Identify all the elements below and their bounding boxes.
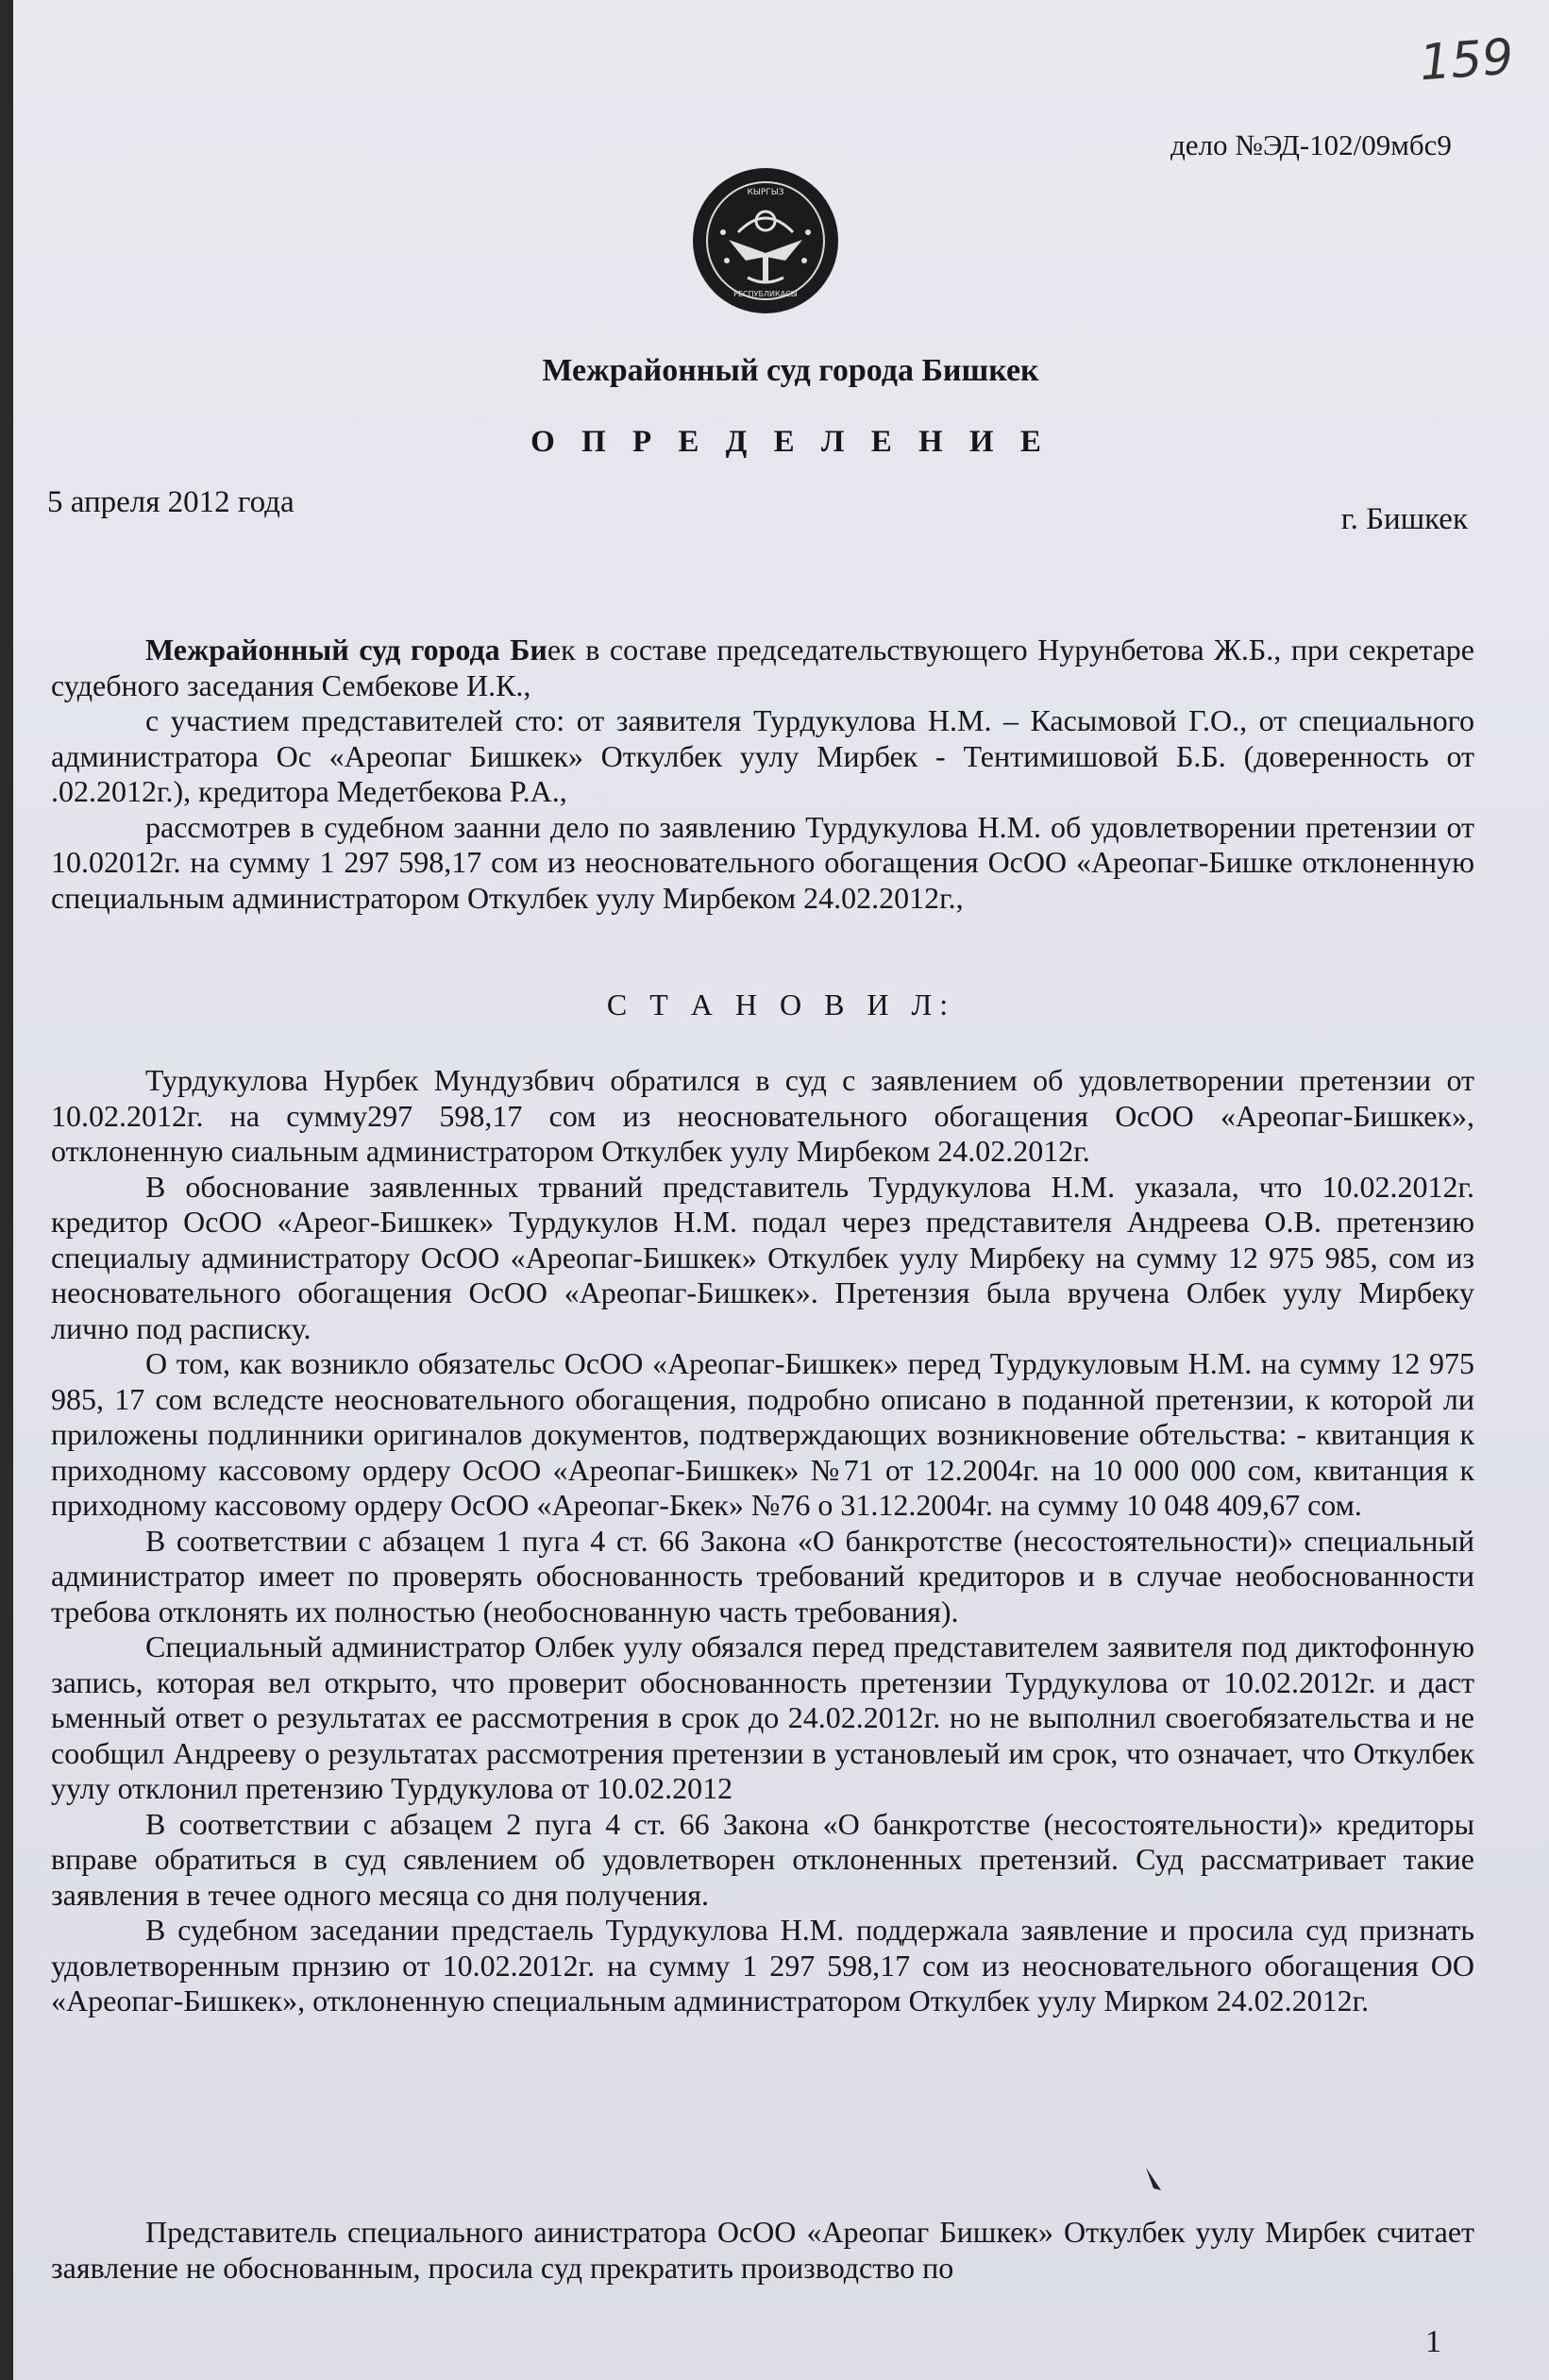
intro-section (51, 633, 1474, 916)
body-paragraph: В соответствии с абзацем 2 пуга 4 ст. 66 Закона «О банкротстве (несостоятельности)» кредиторы вправе обратиться в суд сявлением об удовлетворен отклоненных претензий. Суд рассматривает такие заявления в течее одного месяца со дня получения. (51, 1806, 1474, 1912)
intro-paragraph (51, 810, 1474, 917)
last-section (51, 2215, 1474, 2286)
body-paragraph: О том, как возникло обязательс ОсОО «Ареопаг-Бишкек» перед Турдукуловым Н.М. на сумму 12 975 985, 17 сом вследсте неосновательного обогащения, подробно описано в поданной претензии, к которой ли приложены подлинники оригиналов документов, подтверждающих возникновение обтельства: - квитанция к приходному кассовому ордеру ОсОО «Ареопаг-Бишкек» №71 от 12.2004г. на 10 000 000 сом, квитанция к приходному кассовому ордеру ОсОО «Ареопаг-Бкек» №76 о 31.12.2004г. на сумму 10 048 409,67 сом. (51, 1346, 1474, 1522)
body-paragraph: Представитель специального аинистратора ОсОО «Ареопаг Бишкек» Откулбек уулу Мирбек считает заявление не обоснованным, просила суд прекратить производство по (51, 2215, 1474, 2285)
intro-text: с участием представителей сто: от заявителя Турдукулова Н.М. – Касымовой Г.О., от специального администратора Ос «Ареопаг Бишкек» Откулбек уулу Мирбек - Тентимишовой Б.Б. (доверенность от .02.2012г.), кредитора Медетбекова Р.А., (51, 703, 1474, 808)
document-page (13, 0, 1549, 2380)
case-number: дело №ЭД-102/09мбс9 (1170, 128, 1452, 161)
intro-court-bold: Межрайонный суд города Би (145, 633, 547, 667)
body-paragraph: В соответствии с абзацем 1 пуга 4 ст. 66 Закона «О банкротстве (несостоятельности)» специальный администратор имеет по проверять обоснованность требований кредиторов и в случае необоснованности требова отклонять их полностью (необоснованную часть требования). (51, 1523, 1474, 1629)
intro-paragraph (51, 703, 1474, 810)
document-city: г. Бишкек (1340, 502, 1468, 536)
page-number: 1 (1425, 2324, 1441, 2359)
main-section (51, 1063, 1474, 2019)
intro-text: ек в составе председательствующего Нурунбетова Ж.Б., при секретаре судебного заседания Сембекове И.К., (51, 633, 1475, 702)
body-paragraph: В судебном заседании предстаель Турдукулова Н.М. поддержала заявление и просила суд признать удовлетворенным прнзию от 10.02.2012г. на сумму 1 297 598,17 сом из неосновательного обогащения ОО «Ареопаг-Бишкек», отклоненную специальным администратором Откулбек уулу Мирком 24.02.2012г. (51, 1913, 1474, 2017)
emblem-text-bottom: РЕСПУБЛИКАСЫ (733, 290, 798, 298)
intro-text: рассмотрев в судебном заанни дело по заявлению Турдукулова Н.М. об удовлетворении претензии от 10.02012г. на сумму 1 297 598,17 сом из неосновательного обогащения ОсОО «Ареопаг-Бишке отклоненную специальным администратором Откулбек уулу Мирбеком 24.02.2012г., (51, 809, 1474, 915)
court-name-heading: Межрайонный суд города Бишкек (542, 353, 1039, 388)
body-paragraph: В обоснование заявленных трваний представитель Турдукулова Н.М. указала, что 10.02.2012г. кредитор ОсОО «Ареог-Бишкек» Турдукулов Н.М. подал через представителя Андреева О.В. претензию специалыу администратору ОсОО «Ареопаг-Бишкек» Откулбек уулу Мирбеку на сумму 12 975 985, сом из неосновательного обогащения ОсОО «Ареопаг-Бишкек». Претензия была вручена Олбек уулу Мирбеку лично под расписку. (51, 1169, 1474, 1345)
ruled-heading: С Т А Н О В И Л: (606, 987, 956, 1021)
document-type-title: О П Р Е Д Е Л Е Н И Е (530, 425, 1051, 459)
intro-paragraph (51, 633, 1474, 703)
state-emblem-icon (691, 166, 840, 315)
emblem-text-top: КЫРГЫЗ (747, 188, 784, 197)
body-paragraph: Специальный администратор Олбек уулу обязался перед представителем заявителя под диктофонную запись, которая вел открыто, что проверит обоснованность претензии Турдукулова от 10.02.2012г. и даст ьменный ответ о результатах ее рассмотрения в срок до 24.02.2012г. но не выполнил своегобязательства и не сообщил Андрееву о результатах рассмотрения претензии в установлеый им срок, что означает, что Откулбек уулу отклонил претензию Турдукулова от 10.02.2012 (51, 1629, 1474, 1805)
body-paragraph: Турдукулова Нурбек Мундузбвич обратился в суд с заявлением об удовлетворении претензии от 10.02.2012г. на сумму297 598,17 сом из неосновательного обогащения ОсОО «Ареопаг-Бишкек», отклоненную сиальным администратором Откулбек уулу Мирбеком 24.02.2012г. (51, 1063, 1474, 1168)
pen-mark-icon (1142, 2164, 1167, 2196)
document-date: 5 апреля 2012 года (47, 485, 295, 519)
handwritten-page-number: 159 (1418, 28, 1516, 93)
